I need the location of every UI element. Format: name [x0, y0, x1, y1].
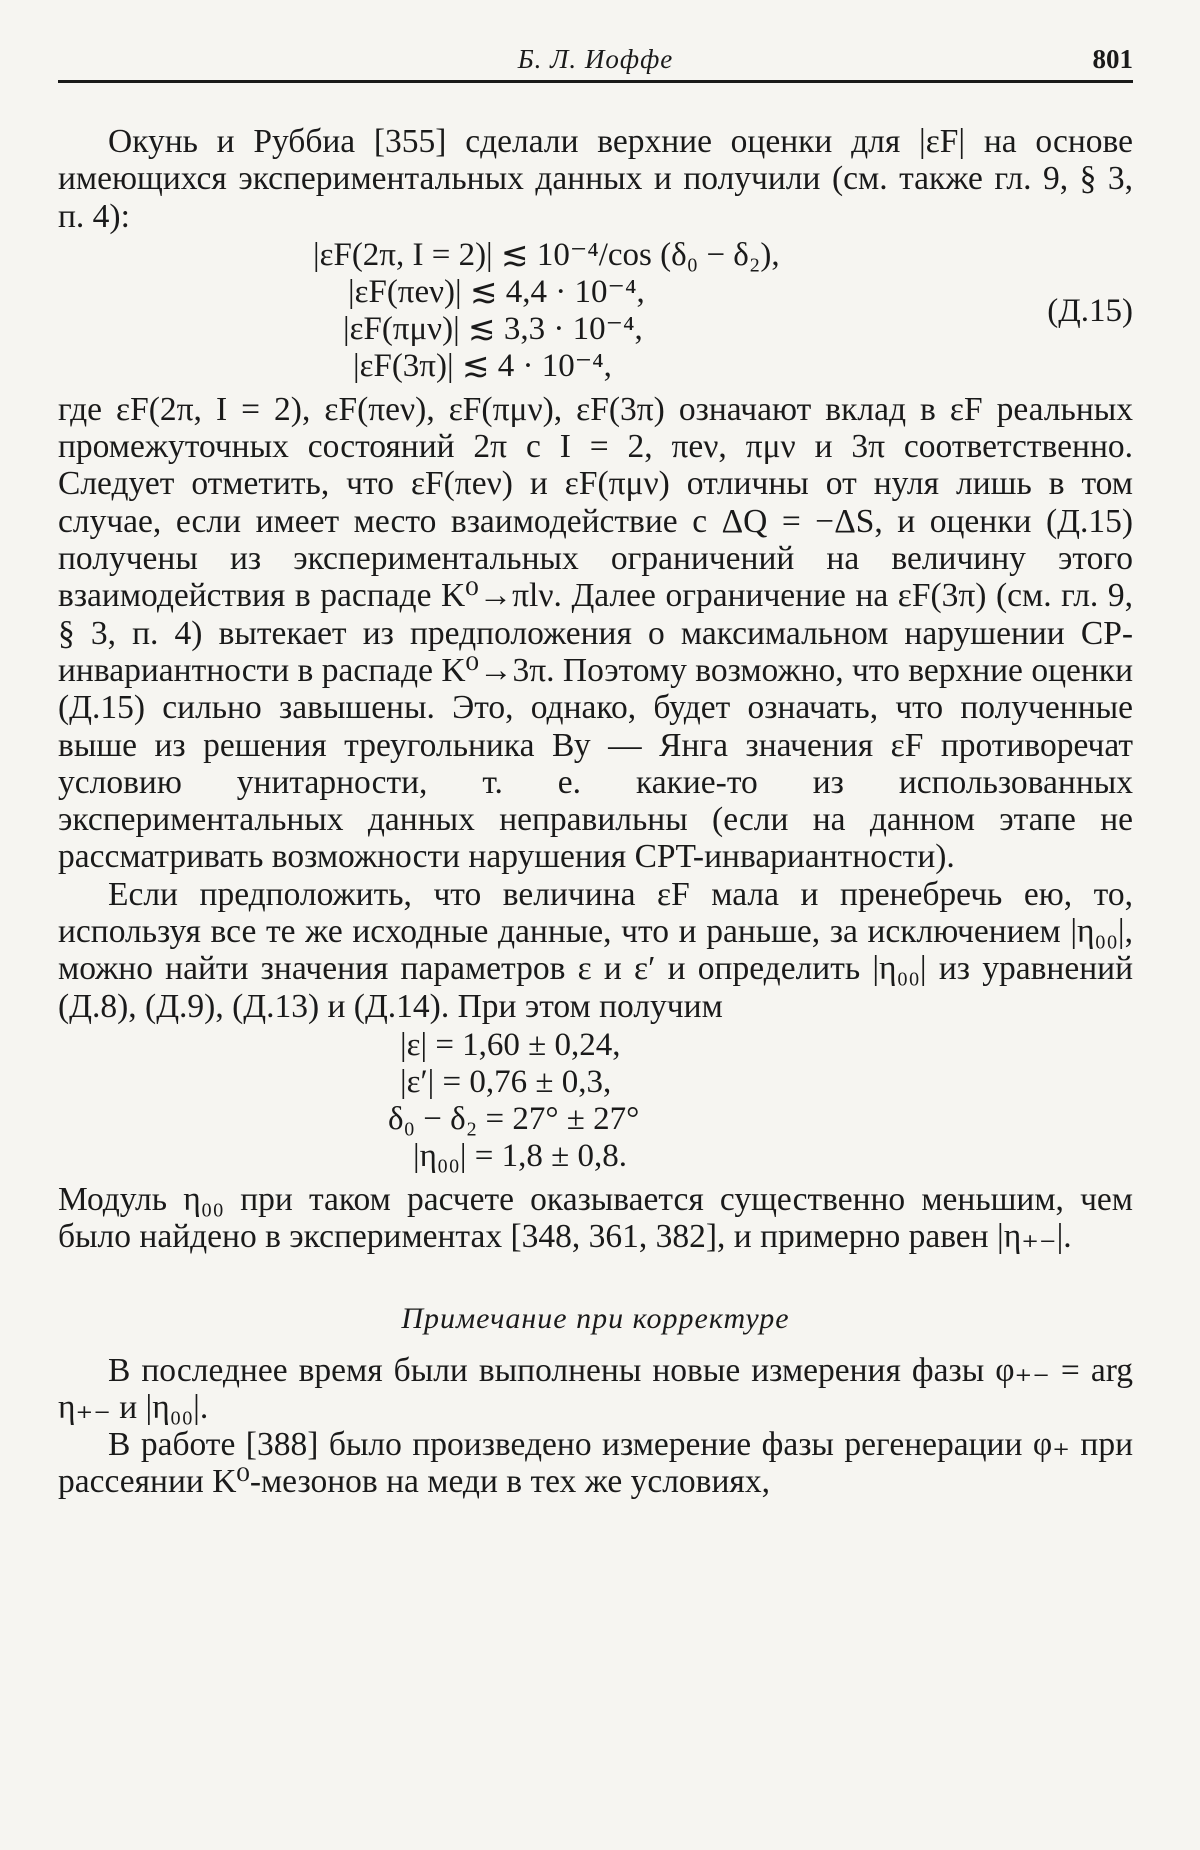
section-title: Примечание при корректуре: [401, 1301, 790, 1335]
paragraph-assumption: Если предположить, что величина εF мала и пренебречь ею, то, используя все те же исходные данные, что и раньше, за исключением |η₀₀|, можно найти значения параметров ε и ε′ и определить |η₀₀| из уравнений (Д.8), (Д.9), (Д.13) и (Д.14). При этом получим: [58, 875, 1133, 1025]
equation-line: |εF(πμν)| ≲ 3,3 · 10⁻⁴,: [343, 310, 643, 347]
equation-line: |εF(2π, I = 2)| ≲ 10⁻⁴/cos (δ₀ − δ₂),: [313, 236, 780, 273]
header-rule: [58, 80, 1133, 83]
equation-line: δ₀ − δ₂ = 27° ± 27°: [388, 1100, 640, 1137]
page: [58, 30, 1133, 1501]
equation-line: |εF(3π)| ≲ 4 · 10⁻⁴,: [353, 347, 612, 384]
paragraph-modulus: Модуль η₀₀ при таком расчете оказывается существенно меньшим, чем было найдено в экспериментах [348, 361, 382], и примерно равен |η₊₋|.: [58, 1180, 1133, 1256]
paragraph-regeneration: В работе [388] было произведено измерение фазы регенерации φ₊ при рассеянии K⁰-мезонов на меди в тех же условиях,: [58, 1426, 1133, 1501]
equation-line: |η₀₀| = 1,8 ± 0,8.: [413, 1137, 627, 1174]
running-head-author: Б. Л. Иоффе: [517, 44, 674, 74]
equation-line: |ε| = 1,60 ± 0,24,: [400, 1026, 621, 1063]
equation-results: [58, 1027, 1133, 1177]
page-number: 801: [1092, 44, 1133, 74]
equation-line: |εF(πeν)| ≲ 4,4 · 10⁻⁴,: [348, 273, 645, 310]
paragraph-new-measurements: В последнее время были выполнены новые измерения фазы φ₊₋ = arg η₊₋ и |η₀₀|.: [58, 1351, 1133, 1426]
equation-number: (Д.15): [1047, 292, 1133, 329]
equation-d15: [58, 237, 1133, 387]
running-head: [58, 30, 1133, 78]
paragraph-intro: Окунь и Руббиа [355] сделали верхние оценки для |εF| на основе имеющихся экспериментальных данных и получили (см. также гл. 9, § 3, п. 4):: [58, 123, 1133, 235]
paragraph-explanation: где εF(2π, I = 2), εF(πeν), εF(πμν), εF(3π) означают вклад в εF реальных промежуточных состояний 2π с I = 2, πeν, πμν и 3π соответственно. Следует отметить, что εF(πeν) и εF(πμν) отличны от нуля лишь в том случае, если имеет место взаимодействие с ΔQ = −ΔS, и оценки (Д.15) получены из экспериментальных ограничений на величину этого взаимодействия в распаде K⁰→πlν. Далее ограничение на εF(3π) (см. гл. 9, § 3, п. 4) вытекает из предположения о максимальном нарушении CP-инвариантности в распаде K⁰→3π. Поэтому возможно, что верхние оценки (Д.15) сильно завышены. Это, однако, будет означать, что полученные выше из решения треугольника Ву — Янга значения εF противоречат условию унитарности, т. е. какие-то из использованных экспериментальных данных неправильны (если на данном этапе не рассматривать возможности нарушения CPT-инвариантности).: [58, 390, 1133, 876]
equation-line: |ε′| = 0,76 ± 0,3,: [400, 1063, 612, 1100]
